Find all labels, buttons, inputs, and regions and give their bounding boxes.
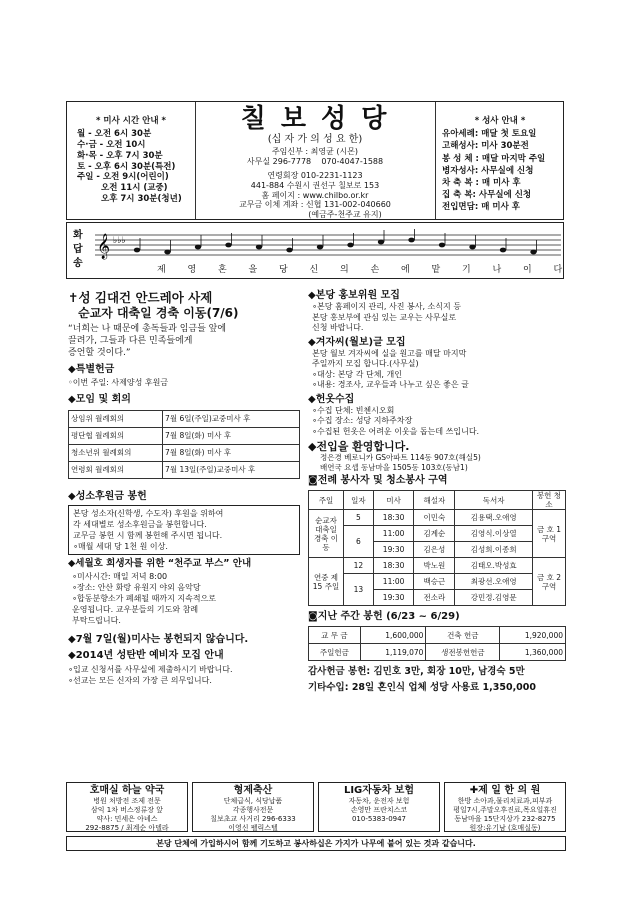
- pr-line: 본당 홍보부에 관심 있는 교우는 사무실로: [312, 312, 457, 322]
- contact-line: 연령회장 010-2231-1123: [267, 171, 363, 181]
- offering-amount: 1,920,000: [500, 627, 566, 644]
- hymn-lyric: 기: [462, 265, 471, 275]
- sacrament-list: [442, 128, 564, 213]
- account-note: (예금주-천주교 유지): [308, 209, 382, 219]
- mass-time-list: [77, 129, 195, 205]
- ad-name: 호매실 하늘 약국: [89, 785, 165, 796]
- sacrament-line: 고해성사: 미사 30분전: [442, 141, 529, 152]
- thanks-offering: 감사헌금 봉헌: 김민호 3만, 회장 10만, 남경숙 5만: [308, 666, 525, 678]
- saint-title: ✝성 김대건 안드레아 사제: [68, 290, 213, 305]
- liturgy-commentator: 김은성: [414, 542, 455, 558]
- hymn-label-char: 답: [73, 244, 83, 255]
- account-info: 교무금 이체 계좌 : 신협 131-002-040660: [239, 200, 391, 210]
- left-column: [68, 290, 300, 686]
- welcome-line: 정은경 베로니카 GS아파트 114동 907호(해실5): [320, 453, 481, 463]
- ad-name: 형제축산: [233, 785, 273, 796]
- pr-title: ◆본당 홍보위원 모집: [308, 290, 400, 301]
- vocation-title: ◆성소후원금 봉헌: [68, 490, 147, 502]
- newsletter-line: 주일까지 모집 합니다.(사무실): [312, 359, 419, 368]
- phone-voip: 070-4047-1588: [321, 156, 384, 166]
- sacrament-panel: [435, 102, 564, 219]
- sacrament-line: 유아세례: 매달 첫 토요일: [442, 129, 537, 140]
- offering-table: [308, 626, 566, 661]
- table-header-cell: 주일: [309, 491, 344, 510]
- mass-time-line: 토 - 오후 6시 30분(특전): [77, 161, 176, 172]
- ad-line: 약사: 민세은 아녜스: [96, 815, 158, 823]
- hymn-lyric: 이: [523, 265, 532, 275]
- hymn-lyric: 제: [157, 265, 166, 275]
- hymn-lyric: 신: [309, 265, 319, 275]
- liturgy-mass: 11:00: [373, 526, 414, 542]
- liturgy-reader: 최광선.오애영: [455, 574, 533, 590]
- offering-label: 생전봉헌헌금: [426, 644, 500, 661]
- liturgy-date: 12: [344, 558, 374, 574]
- catechumen-line: ∘선교는 모든 신자의 가장 큰 의무입니다.: [68, 676, 212, 686]
- meeting-time: 7월 8일(화) 미사 후: [163, 427, 300, 444]
- sacrament-line: 병자성사: 사무실에 신청: [442, 165, 534, 176]
- pr-line: ∘본당 홈페이지 관리, 사진 봉사, 소식지 등: [312, 302, 461, 311]
- liturgy-group: 순교자 대축일 경축 이동: [309, 510, 344, 558]
- svg-text:♭♭♭: ♭♭♭: [113, 236, 126, 246]
- liturgy-reader: 김영식.이상열: [455, 526, 533, 542]
- ad-name: ✚제 일 한 의 원: [469, 785, 541, 796]
- liturgy-reader: 김성희.이종희: [455, 542, 533, 558]
- address: 441-884 수원시 권선구 칠보로 153: [250, 180, 380, 190]
- table-header-cell: 독서자: [455, 491, 533, 510]
- quote-line: 끌려가, 그들과 다른 민족들에게: [68, 336, 193, 347]
- pastor: 주임신부 : 최영균 (시몬): [271, 147, 359, 157]
- hymn-note: [256, 245, 262, 250]
- sacrament-line: 집 축 복: 사무실에 신청: [442, 190, 532, 201]
- clothes-line: ∘수집 장소: 성당 지하주차장: [312, 416, 413, 425]
- newsletter-line: ∘내용: 경조사, 교우들과 나누고 싶은 좋은 글: [312, 380, 469, 389]
- ad-line: 원장:유기남 (호매실동): [469, 824, 541, 832]
- sacrament-title: * 성사 안내 *: [474, 116, 526, 126]
- special-offering-title: ◆특별헌금: [68, 364, 115, 376]
- mass-time-panel: [67, 102, 196, 219]
- liturgy-mass: 18:30: [373, 558, 414, 574]
- hymn-note: [286, 248, 292, 253]
- mass-time-line: 화·목 - 오후 7시 30분: [77, 150, 163, 161]
- newsletter-line: ∘대상: 본당 각 단체, 개인: [312, 369, 402, 379]
- homepage-link[interactable]: 홈 페이지 : www.chilbo.or.kr: [261, 190, 369, 200]
- hymn-note: [530, 250, 536, 255]
- hymn-note: [408, 238, 414, 243]
- ad-line: 삼익 1차 버스정류장 앞: [91, 806, 163, 814]
- table-row: [69, 410, 300, 427]
- sewol-line: ∘장소: 안산 화랑 유원지 야외 음악당: [72, 583, 201, 593]
- offering-label: 교 무 금: [309, 627, 361, 644]
- sewol-line: 운영됩니다. 교우분들의 기도와 참례: [72, 605, 199, 615]
- advertisements: [66, 782, 566, 832]
- meeting-name: 연령회 월례회의: [69, 461, 163, 478]
- hymn-note: [378, 240, 384, 245]
- table-row: [309, 574, 566, 590]
- hymn-note: [134, 248, 140, 253]
- clothes-title: ◆헌옷수집: [308, 393, 355, 405]
- treble-clef-icon: 𝄞: [97, 234, 111, 259]
- newsletter-info: [308, 349, 566, 391]
- newsletter-line: 본당 월보 겨자씨에 실을 원고를 매달 마지막: [312, 348, 467, 358]
- sacrament-line: 차 축 복 : 매 미사 후: [442, 178, 521, 188]
- church-name: 칠 보 성 당: [240, 104, 390, 134]
- liturgy-reader: 김태오.박성효: [455, 558, 533, 574]
- table-row: [69, 427, 300, 444]
- hymn-lyric: 다: [553, 265, 563, 275]
- liturgy-group: 연중 제15 주일: [309, 558, 344, 606]
- liturgy-commentator: 전소라: [414, 590, 455, 606]
- ad-box: [318, 782, 440, 832]
- hymn-lyric: 영: [187, 265, 197, 275]
- gospel-quote: [68, 323, 300, 359]
- footer-message: 본당 단체에 가입하시어 함께 기도하고 봉사하십은 가지가 나무에 붙어 있는 것과 같습니다.: [66, 836, 566, 851]
- meeting-time: 7월 6일(주일)교중미사 후: [163, 410, 300, 427]
- liturgy-date: 6: [344, 526, 374, 558]
- table-row: [69, 461, 300, 478]
- sacrament-line: 봉 성 체 : 매달 마지막 주일: [442, 153, 546, 164]
- offering-amount: 1,600,000: [360, 627, 426, 644]
- liturgy-commentator: 김계순: [414, 526, 455, 542]
- hymn-lyric: 을: [248, 265, 258, 275]
- ad-line: 각종행사전문: [232, 806, 274, 814]
- no-mass-notice: ◆7월 7일(월)미사는 봉헌되지 않습니다.: [68, 634, 249, 646]
- hymn-lyric: 의: [340, 265, 349, 275]
- liturgy-commentator: 박노원: [414, 558, 455, 574]
- sewol-title: ◆세월호 희생자를 위한 “천주교 부스” 안내: [68, 557, 252, 569]
- saint-subtitle: 순교자 대축일 경축 이동(7/6): [78, 306, 239, 320]
- clothes-line: ∘수집 단체: 빈첸시오회: [312, 405, 395, 415]
- quote-line: “너희는 나 때문에 총독들과 임금들 앞에: [68, 324, 227, 335]
- hymn-label-char: 화: [73, 230, 83, 241]
- vocation-line: 본당 성소자(신학생, 수도자) 후원을 위하여: [73, 508, 224, 518]
- mass-time-line: 주일 - 오전 9시(어린이): [77, 172, 169, 183]
- hymn-lyric: 혼: [218, 265, 227, 275]
- mass-time-title: * 미사 시간 안내 *: [96, 116, 166, 126]
- ad-line: 010-5383-0947: [351, 815, 407, 823]
- clothes-line: ∘수집된 헌옷은 어려운 이웃을 돕는데 쓰입니다.: [312, 426, 480, 436]
- liturgy-mass: 19:30: [373, 542, 414, 558]
- ad-line: 동남마을 15단지상가 232-8275: [454, 815, 556, 823]
- ad-line: 단체급식, 식당납품: [223, 797, 283, 805]
- liturgy-date: 5: [344, 510, 374, 526]
- cleaning-zone: 금 호 2구역: [533, 558, 566, 606]
- ad-name: LIG자동차 보험: [343, 785, 415, 796]
- hymn-note: [500, 248, 506, 253]
- special-offering-text: ◦이번 주일: 사제양성 후원금: [68, 378, 169, 388]
- table-header-cell: 봉헌 청소: [533, 491, 566, 510]
- hymn-note: [195, 245, 201, 250]
- vocation-line: 교무금 봉헌 시 함께 봉헌해 주시면 됩니다.: [73, 530, 223, 540]
- hymn-lyric: 맡: [431, 265, 441, 275]
- hymn-note: [347, 243, 353, 248]
- newsletter-title: ◆겨자씨(월보)글 모집: [308, 336, 406, 348]
- ad-line: 한방 소아과,물리치료과,피부과: [457, 797, 553, 805]
- liturgy-mass: 11:00: [373, 574, 414, 590]
- phone-office: 사무실 296-7778: [246, 156, 312, 166]
- church-info-panel: [197, 102, 433, 219]
- ad-line: 292-8875 / 최계순 아델라: [85, 824, 169, 832]
- hymn-note: [317, 245, 323, 250]
- table-row: [309, 627, 566, 644]
- pr-info: [308, 302, 566, 334]
- hymn-label: [73, 229, 83, 271]
- offering-amount: 1,119,070: [360, 644, 426, 661]
- hymn-lyric: 당: [279, 265, 288, 275]
- table-header-row: [309, 491, 566, 510]
- ad-line: 손영만 프란치스코: [350, 806, 408, 814]
- sewol-line: 부탁드립니다.: [72, 616, 121, 626]
- liturgy-mass: 19:30: [373, 590, 414, 606]
- hymn-lyric: 에: [401, 265, 410, 275]
- other-income: 기타수입: 28일 혼인식 업체 성당 사용료 1,350,000: [308, 681, 537, 693]
- table-header-cell: 일자: [344, 491, 374, 510]
- ad-line: 이영신 펠릭스텔: [228, 824, 278, 832]
- meeting-name: 청소년위 월례회의: [69, 444, 163, 461]
- table-row: [309, 558, 566, 574]
- liturgy-reader: 김용택.오애영: [455, 510, 533, 526]
- offering-label: 건축 헌금: [426, 627, 500, 644]
- sewol-line: ∘미사시간: 매일 저녁 8:00: [72, 572, 168, 582]
- welcome-line: 배연국 요셉 동남마을 1505동 103호(동남1): [320, 463, 468, 473]
- liturgy-commentator: 이민숙: [414, 510, 455, 526]
- hymn-note: [164, 250, 170, 255]
- meeting-name: 평단협 월례회의: [69, 427, 163, 444]
- offering-label: 주일헌금: [309, 644, 361, 661]
- hymn-note: [469, 245, 475, 250]
- offering-title: ◙지난 주간 봉헌 (6/23 ~ 6/29): [308, 611, 460, 623]
- hymn-note: [439, 243, 445, 248]
- ad-box: [66, 782, 188, 832]
- quote-line: 증언할 것이다.”: [68, 348, 131, 359]
- sewol-line: ∘합동분향소가 폐쇄될 때까지 지속적으로: [72, 594, 217, 604]
- sacrament-line: 전입면담: 매 미사 후: [442, 202, 520, 213]
- cleaning-zone: 금 호 1구역: [533, 510, 566, 558]
- mass-time-line: 수·금 - 오전 10시: [77, 139, 146, 150]
- meeting-name: 상임위 월례회의: [69, 410, 163, 427]
- table-header-cell: 해설자: [414, 491, 455, 510]
- ad-line: 병원 처방전 조제 전문: [93, 797, 161, 805]
- catechumen-line: ∘입교 신청서를 사무실에 제출하시기 바랍니다.: [68, 665, 233, 675]
- liturgy-title: ◙전례 봉사자 및 청소봉사 구역: [308, 475, 448, 487]
- header-box: [66, 101, 564, 220]
- welcome-title: ◆전입을 환영합니다.: [308, 440, 410, 453]
- meeting-time: 7월 8일(화) 미사 후: [163, 444, 300, 461]
- vocation-line: ∘매월 세대 당 1천 원 이상.: [73, 541, 168, 551]
- liturgy-table: [308, 490, 566, 606]
- table-row: [69, 444, 300, 461]
- meeting-time: 7월 13일(주일)교중미사 후: [163, 461, 300, 478]
- liturgy-mass: 18:30: [373, 510, 414, 526]
- liturgy-commentator: 백승근: [414, 574, 455, 590]
- table-header-cell: 미사: [373, 491, 414, 510]
- offering-amount: 1,360,000: [500, 644, 566, 661]
- ad-line: 자동차, 운전자 보험: [348, 797, 410, 805]
- hymn-staff: [95, 229, 561, 263]
- hymn-box: [66, 222, 564, 279]
- table-row: [309, 510, 566, 526]
- table-row: [309, 526, 566, 542]
- ad-box: [444, 782, 566, 832]
- mass-time-line: 오후 7시 30분(청년): [101, 193, 182, 204]
- hymn-label-char: 송: [73, 258, 83, 269]
- hymn-lyric: 손: [370, 265, 380, 275]
- vocation-box: [68, 505, 300, 555]
- liturgy-reader: 강민정.김영문: [455, 590, 533, 606]
- ad-line: 평일7시,주말오후진료,목요일휴진: [453, 806, 557, 814]
- pr-line: 신청 바랍니다.: [312, 323, 364, 332]
- mass-time-line: 오전 11시 (교중): [101, 183, 168, 194]
- patron-saint: (십 자 가 의 성 요 한): [267, 134, 363, 146]
- table-row: [309, 644, 566, 661]
- ad-line: 칠보초교 사거리 296-6333: [210, 815, 296, 823]
- catechumen-info: [68, 664, 300, 686]
- clothes-info: [308, 406, 566, 438]
- right-column: [308, 290, 566, 693]
- welcome-info: [308, 453, 566, 473]
- vocation-line: 각 세대별로 성소후원금을 봉헌합니다.: [73, 519, 207, 529]
- meetings-table: [68, 410, 300, 479]
- sewol-info: [68, 571, 300, 626]
- liturgy-date: 13: [344, 574, 374, 606]
- ad-box: [192, 782, 314, 832]
- hymn-lyric: 나: [492, 265, 502, 275]
- meetings-title: ◆모임 및 회의: [68, 393, 131, 405]
- catechumen-title: ◆2014년 성탄반 예비자 모집 안내: [68, 650, 224, 662]
- mass-time-line: 월 - 오전 6시 30분: [77, 129, 152, 140]
- hymn-note: [225, 243, 231, 248]
